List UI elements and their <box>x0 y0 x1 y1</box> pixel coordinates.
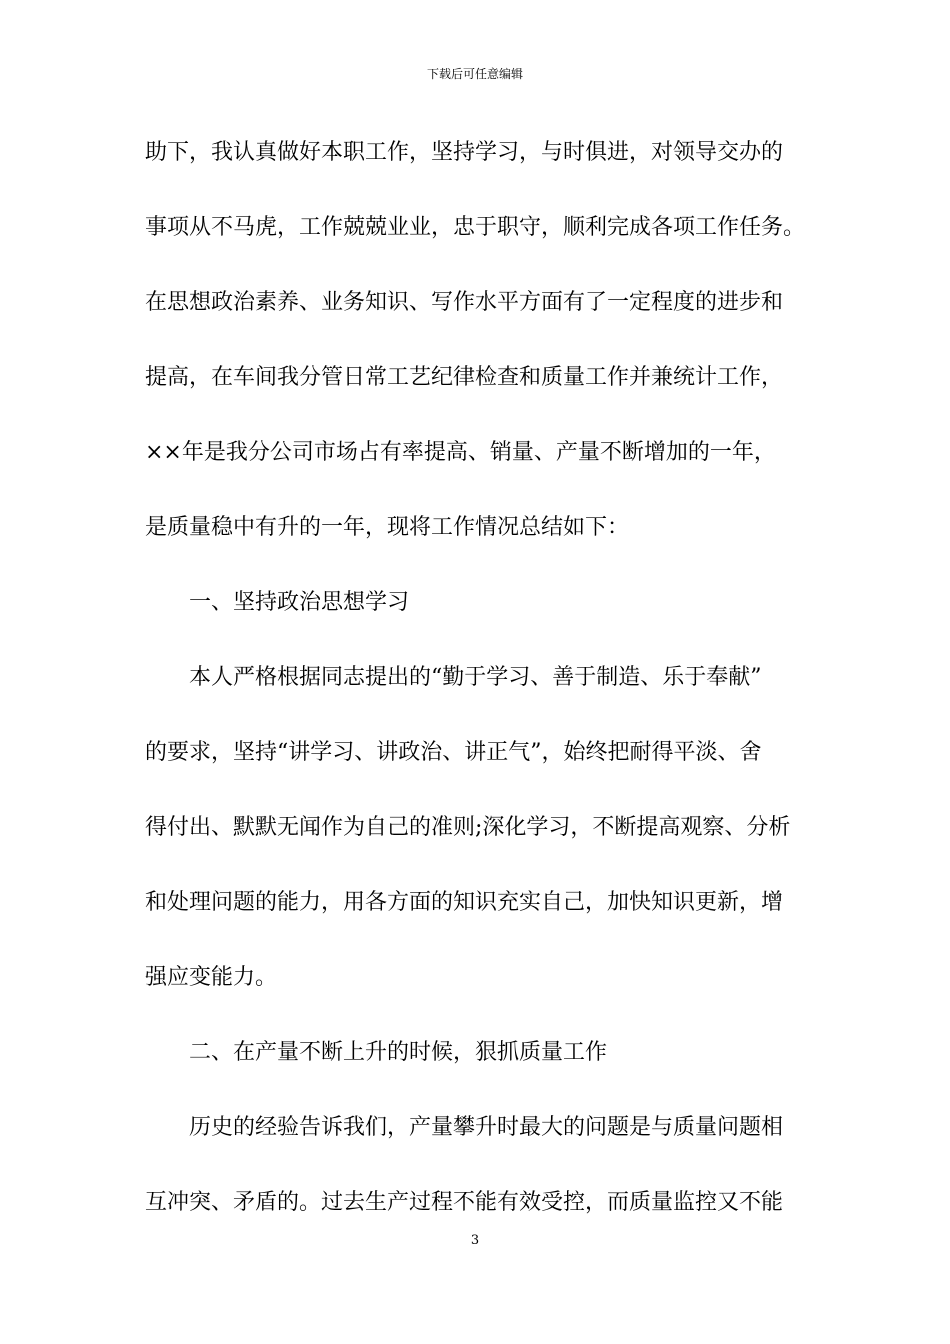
text-line: 互冲突、矛盾的。过去生产过程不能有效受控，而质量监控又不能 <box>145 1190 784 1215</box>
paragraph-start: 历史的经验告诉我们，产量攀升时最大的问题是与质量问题相 <box>189 1115 784 1140</box>
text-line: 强应变能力。 <box>145 965 278 990</box>
text-line: 得付出、默默无闻作为自己的准则;深化学习，不断提高观察、分析 <box>145 815 791 840</box>
text-line: ××年是我分公司市场占有率提高、销量、产量不断增加的一年， <box>145 440 776 465</box>
text-line: 提高，在车间我分管日常工艺纪律检查和质量工作并兼统计工作， <box>145 365 784 390</box>
text-line: 助下，我认真做好本职工作，坚持学习，与时俱进，对领导交办的 <box>145 140 784 165</box>
text-line: 是质量稳中有升的一年，现将工作情况总结如下： <box>145 515 630 540</box>
text-line: 在思想政治素养、业务知识、写作水平方面有了一定程度的进步和 <box>145 290 784 315</box>
document-body <box>145 130 810 1255</box>
page-number: 3 <box>470 1233 480 1248</box>
paragraph-start: 本人严格根据同志提出的“勤于学习、善于制造、乐于奉献” <box>189 665 762 690</box>
page-header: 下载后可任意编辑 <box>426 67 523 81</box>
text-line: 事项从不马虎，工作兢兢业业，忠于职守，顺利完成各项工作任务。 <box>145 215 806 240</box>
section-heading-2: 二、在产量不断上升的时候，狠抓质量工作 <box>189 1040 608 1065</box>
text-line: 和处理问题的能力，用各方面的知识充实自己，加快知识更新，增 <box>145 890 784 915</box>
section-heading-1: 一、坚持政治思想学习 <box>189 590 410 615</box>
text-line: 的要求，坚持“讲学习、讲政治、讲正气”，始终把耐得平淡、舍 <box>145 740 762 765</box>
